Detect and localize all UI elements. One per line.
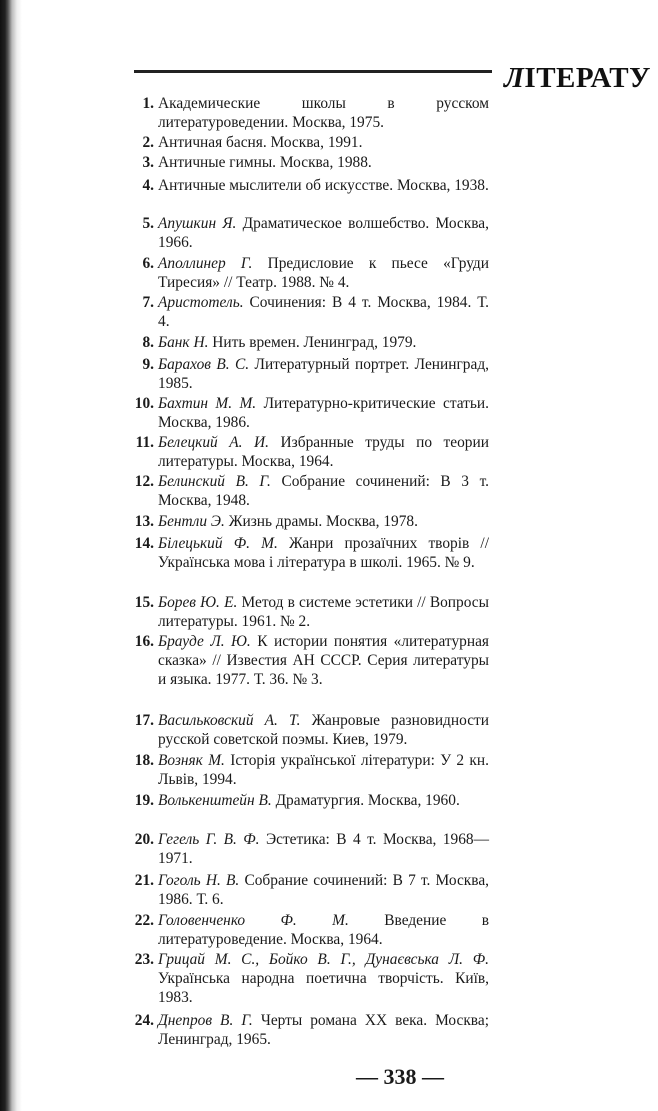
entry-number: 4.	[142, 177, 154, 194]
entry-number: 3.	[142, 154, 154, 171]
entry-title: Собрание сочинений: В 3 т. Москва, 1948.	[158, 473, 489, 509]
entry-text	[158, 791, 489, 810]
header-rule	[134, 70, 492, 73]
entry-author: Гоголь Н. В.	[158, 872, 240, 889]
entry-title: К истории понятия «литературная сказка» // Известия АН СССР. Серия литературы и языка. 1977. Т. 36. № 3.	[158, 633, 489, 688]
entry-number: 13.	[134, 513, 154, 530]
entry-text	[158, 176, 489, 195]
entry-title: Українська народна поетична творчість. Київ, 1983.	[158, 970, 489, 1006]
entry-author: Днепров В. Г.	[158, 1012, 253, 1029]
entry-text	[158, 333, 489, 352]
entry-number: 20.	[134, 831, 154, 848]
entry-number: 2.	[142, 134, 154, 151]
entry-author: Белецкий А. И.	[158, 434, 270, 451]
entry-text	[158, 632, 489, 689]
entry-author: Брауде Л. Ю.	[158, 633, 251, 650]
entry-number: 23.	[134, 951, 154, 968]
entry-text	[158, 153, 489, 172]
entry-title: Античные мыслители об искусстве. Москва, 1938.	[158, 177, 489, 194]
entry-text	[158, 94, 489, 132]
entry-text	[158, 711, 489, 749]
entry-number: 24.	[134, 1012, 154, 1029]
entry-title: Введение в литературоведение. Москва, 1964.	[158, 912, 489, 948]
entry-author: Аристотель.	[158, 294, 244, 311]
entry-text	[158, 214, 489, 252]
entry-text	[158, 133, 489, 152]
entry-number: 19.	[134, 792, 154, 809]
section-header-rest: ІТЕРАТУ	[524, 62, 651, 94]
entry-title: Собрание сочинений: В 7 т. Москва, 1986. Т. 6.	[158, 872, 489, 908]
entry-author: Волькенштейн В.	[158, 792, 272, 809]
entry-text	[158, 751, 489, 789]
entry-author: Возняк М.	[158, 752, 225, 769]
entry-number: 6.	[142, 255, 154, 272]
entry-number: 15.	[134, 594, 154, 611]
entry-number: 11.	[135, 434, 154, 451]
entry-text	[158, 871, 489, 909]
entry-text	[158, 472, 489, 510]
entry-text	[158, 534, 489, 572]
entry-text	[158, 950, 489, 1007]
entry-number: 7.	[142, 294, 154, 311]
entry-author: Апушкин Я.	[158, 215, 237, 232]
entry-title: Нить времен. Ленинград, 1979.	[212, 334, 417, 351]
entry-number: 14.	[134, 535, 154, 552]
entry-author: Гегель Г. В. Ф.	[158, 831, 260, 848]
section-header-initial: Л	[504, 62, 525, 94]
entry-title: Драматургия. Москва, 1960.	[275, 792, 460, 809]
entry-number: 22.	[134, 912, 154, 929]
entry-title: Жанри прозаїчних творів // Українська мова і література в школі. 1965. № 9.	[158, 535, 489, 571]
entry-text	[158, 394, 489, 432]
entry-text	[158, 911, 489, 949]
entry-author: Грицай М. С., Бойко В. Г., Дунаєвська Л. Ф.	[158, 951, 489, 968]
entry-author: Белинский В. Г.	[158, 473, 271, 490]
entry-text	[158, 293, 489, 331]
entry-author: Васильковский А. Т.	[158, 712, 301, 729]
entry-title: Черты романа XX века. Москва; Ленинград, 1965.	[158, 1012, 489, 1048]
entry-number: 16.	[134, 633, 154, 650]
section-header	[504, 62, 651, 95]
entry-text	[158, 1011, 489, 1049]
entry-title: Жанровые разновидности русской советской поэмы. Киев, 1979.	[158, 712, 489, 748]
entry-title: Античные гимны. Москва, 1988.	[158, 154, 372, 171]
entry-title: Жизнь драмы. Москва, 1978.	[228, 513, 418, 530]
entry-author: Банк Н.	[158, 334, 209, 351]
entry-title: Історія української літератури: У 2 кн. Львів, 1994.	[158, 752, 489, 788]
entry-text	[158, 512, 489, 531]
entry-title: Драматическое волшебство. Москва, 1966.	[158, 215, 489, 251]
entry-author: Борев Ю. Е.	[158, 594, 238, 611]
entry-number: 10.	[134, 395, 154, 412]
entry-text	[158, 355, 489, 393]
entry-number: 17.	[134, 712, 154, 729]
entry-title: Предисловие к пьесе «Груди Тиресия» // Театр. 1988. № 4.	[158, 255, 490, 291]
page-number: — 338 —	[356, 1064, 444, 1089]
entry-number: 8.	[142, 334, 154, 351]
entry-title: Эстетика: В 4 т. Москва, 1968—1971.	[158, 831, 489, 867]
entry-number: 9.	[142, 356, 154, 373]
entry-author: Бахтин М. М.	[158, 395, 257, 412]
entry-text	[158, 254, 489, 292]
entry-title: Метод в системе эстетики // Вопросы литературы. 1961. № 2.	[158, 594, 489, 630]
entry-number: 12.	[134, 473, 154, 490]
entry-title: Избранные труды по теории литературы. Москва, 1964.	[158, 434, 489, 470]
entry-number: 21.	[134, 872, 154, 889]
entry-author: Барахов В. С.	[158, 356, 250, 373]
entry-number: 5.	[142, 215, 154, 232]
entry-text	[158, 593, 489, 631]
entry-title: Античная басня. Москва, 1991.	[158, 134, 363, 151]
entry-author: Білецький Ф. М.	[158, 535, 278, 552]
entry-title: Литературный портрет. Ленинград, 1985.	[158, 356, 490, 392]
entry-number: 18.	[134, 752, 154, 769]
entry-title: Академические школы в русском литературоведении. Москва, 1975.	[158, 95, 489, 131]
entry-number: 1.	[142, 95, 154, 112]
entry-title: Сочинения: В 4 т. Москва, 1984. Т. 4.	[158, 294, 489, 330]
entry-text	[158, 830, 489, 868]
entry-title: Литературно-критические статьи. Москва, 1986.	[158, 395, 489, 431]
entry-author: Аполлинер Г.	[158, 255, 253, 272]
entry-text	[158, 433, 489, 471]
entry-author: Головенченко Ф. М.	[158, 912, 349, 929]
entry-author: Бентли Э.	[158, 513, 225, 530]
